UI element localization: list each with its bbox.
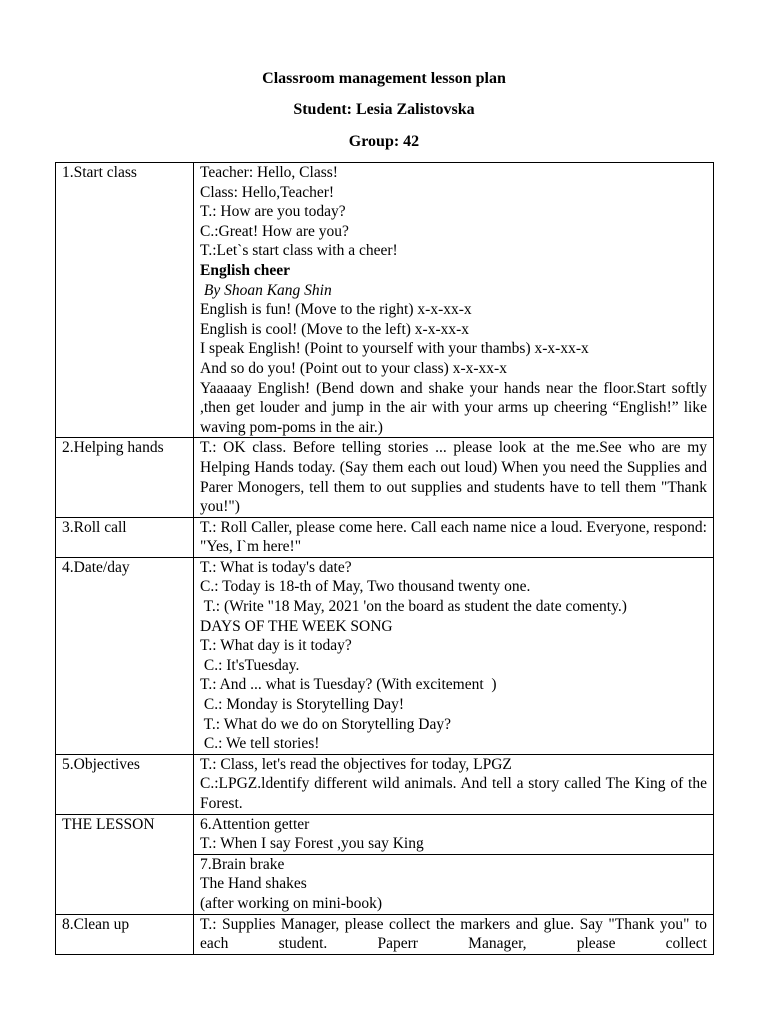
row-content xyxy=(194,914,714,954)
paragraph: T.: Supplies Manager, please collect the markers and glue. Say "Thank you" to each student. Paperr Manager, please collect xyxy=(200,915,707,953)
list-item: C.:Great! How are you? xyxy=(200,222,349,240)
list-item: C.: We tell stories! xyxy=(200,735,320,753)
row-label: 1.Start class xyxy=(56,163,194,438)
row-content xyxy=(194,517,714,557)
list-item: The Hand shakes xyxy=(200,875,307,893)
row-label: 4.Date/day xyxy=(56,557,194,754)
list-item: And so do you! (Point out to your class) x-x-xx-x xyxy=(200,359,507,377)
list-item: T.: And ... what is Tuesday? (With excitement ) xyxy=(200,676,497,694)
table-row xyxy=(56,914,714,954)
song-title: DAYS OF THE WEEK SONG xyxy=(200,617,393,635)
cheer-author: By Shoan Kang Shin xyxy=(200,281,332,299)
list-item: C.:LPGZ.ldentify different wild animals. And tell a story called The King of the Forest. xyxy=(200,775,707,812)
list-item: T.:Let`s start class with a cheer! xyxy=(200,242,398,260)
list-item: T.: (Write "18 May, 2021 'on the board as student the date comenty.) xyxy=(200,598,627,616)
row-content xyxy=(194,557,714,754)
list-item: (after working on mini-book) xyxy=(200,894,383,912)
lesson-plan-table xyxy=(55,162,714,955)
list-item: Teacher: Hello, Class! xyxy=(200,164,338,181)
list-item: T.: What is today's date? xyxy=(200,558,352,576)
table-row xyxy=(56,438,714,517)
row-content xyxy=(194,814,714,854)
list-item: C.: Monday is Storytelling Day! xyxy=(200,696,405,714)
row-content xyxy=(194,438,714,517)
list-item: I speak English! (Point to yourself with your thambs) x-x-xx-x xyxy=(200,340,589,358)
table-row xyxy=(56,517,714,557)
document-title: Classroom management lesson plan xyxy=(262,70,506,87)
table-row xyxy=(56,163,714,438)
cheer-title: English cheer xyxy=(200,261,290,279)
list-item: English is cool! (Move to the left) x-x-xx-x xyxy=(200,320,470,338)
table-row xyxy=(56,557,714,754)
list-item: C.: Today is 18-th of May, Two thousand twenty one. xyxy=(200,578,531,596)
row-label: THE LESSON xyxy=(56,814,194,914)
student-name: Student: Lesia Zalistovska xyxy=(293,101,475,118)
list-item: T.: What do we do on Storytelling Day? xyxy=(200,715,451,733)
list-item: Yaaaaay English! (Bend down and shake your hands near the floor.Start softly ,then get louder and jump in the air with your arms up cheering “English!” like waving pom-poms in the air.) xyxy=(200,379,707,436)
paragraph: T.: OK class. Before telling stories ... please look at the me.See who are my Helping Hands today. (Say them each out loud) When you need the Supplies and Parer Monogers, tell them to out supplies and students have to tell them "Thank you!") xyxy=(200,439,707,516)
table-row xyxy=(56,754,714,814)
row-label: 2.Helping hands xyxy=(56,438,194,517)
row-label: 3.Roll call xyxy=(56,517,194,557)
list-item: T.: Class, let's read the objectives for today, LPGZ xyxy=(200,755,512,773)
list-item: Class: Hello,Teacher! xyxy=(200,183,335,201)
list-item: 7.Brain brake xyxy=(200,855,285,873)
list-item: 6.Attention getter xyxy=(200,815,310,833)
paragraph: T.: Roll Caller, please come here. Call each name nice a loud. Everyone, respond: "Yes, I`m here!" xyxy=(200,518,707,556)
row-label: 5.Objectives xyxy=(56,754,194,814)
table-row xyxy=(56,814,714,854)
row-content xyxy=(194,163,714,438)
group-number: Group: 42 xyxy=(348,133,420,150)
list-item: T.: What day is it today? xyxy=(200,637,352,655)
row-label: 8.Clean up xyxy=(56,914,194,954)
list-item: T.: When I say Forest ,you say King xyxy=(200,835,424,853)
list-item: English is fun! (Move to the right) x-x-xx-x xyxy=(200,301,472,319)
list-item: C.: It'sTuesday. xyxy=(200,656,300,674)
row-content xyxy=(194,754,714,814)
list-item: T.: How are you today? xyxy=(200,203,346,221)
row-content xyxy=(194,854,714,914)
